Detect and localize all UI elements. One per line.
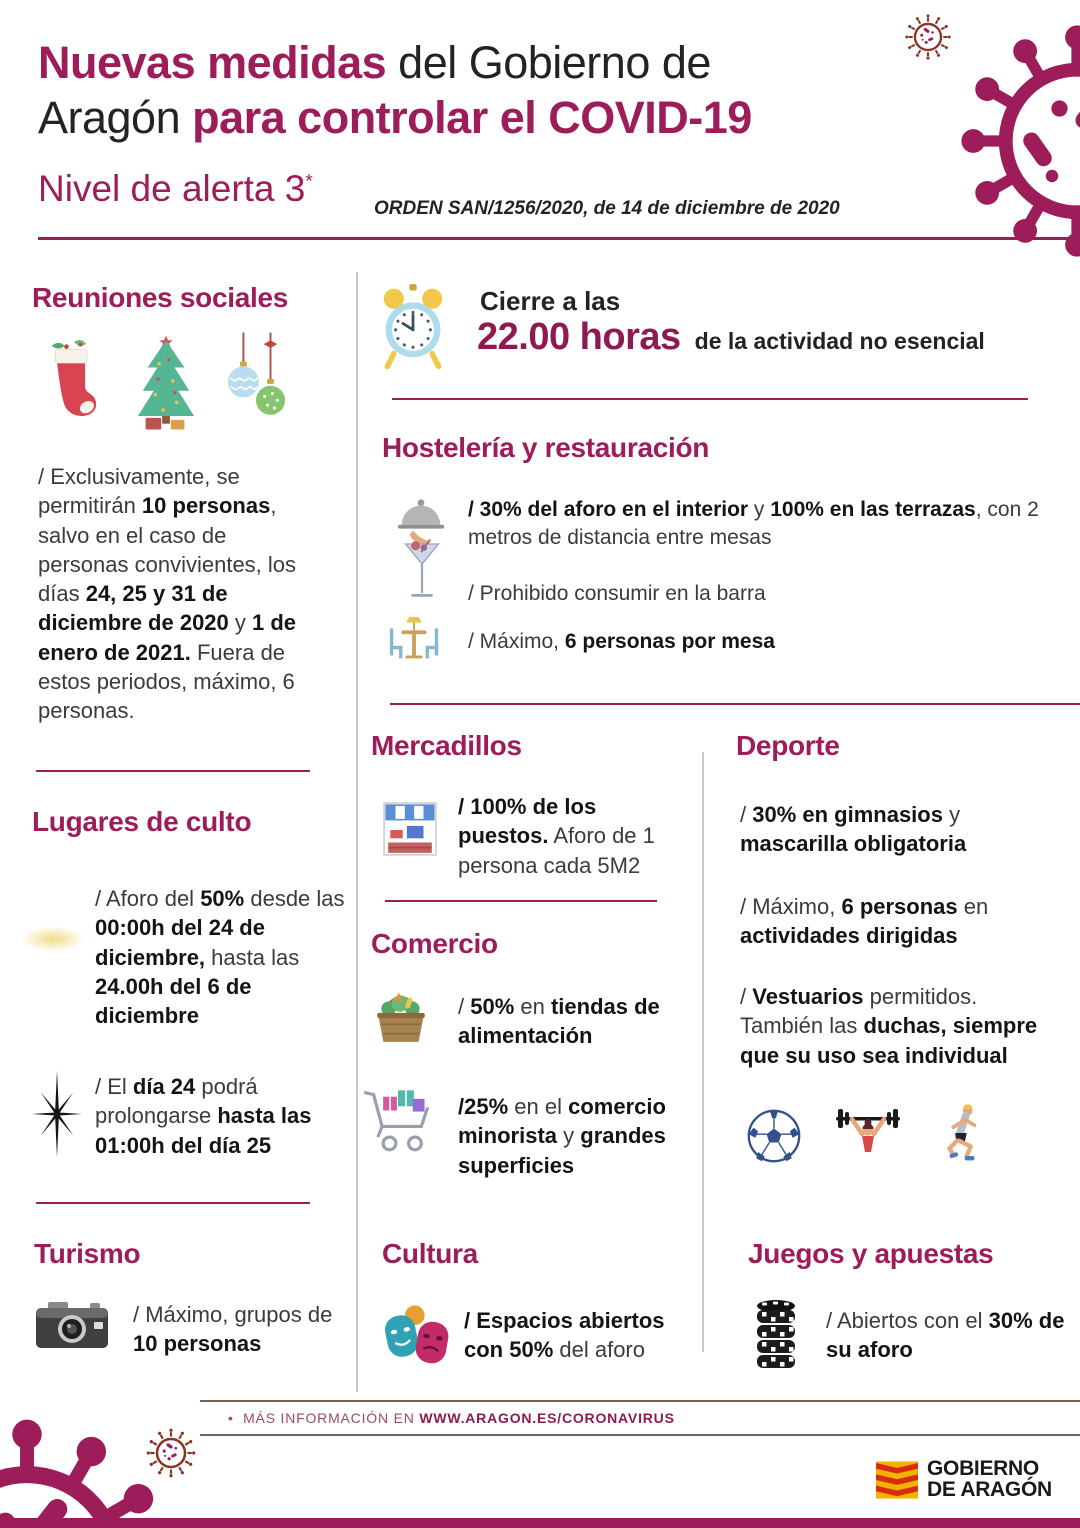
culto-nochebuena-text: / El día 24 podrá prolongarse hasta las 01:00h del día 25 bbox=[95, 1074, 312, 1158]
title-plain-1: del Gobierno de bbox=[386, 37, 711, 88]
theater-masks-icon bbox=[380, 1300, 454, 1372]
alert-level: Nivel de alerta 3* bbox=[38, 168, 313, 209]
section-title-culto: Lugares de culto bbox=[32, 806, 252, 837]
hosteleria-mesa-text: / Máximo, 6 personas por mesa bbox=[468, 630, 775, 653]
deporte-vestuarios-text: / Vestuarios permitidos. También las duchas, siempre que su uso sea individual bbox=[740, 984, 1038, 1068]
christmas-ornaments-icon bbox=[226, 332, 286, 426]
closure-line1: Cierre a las bbox=[480, 286, 621, 316]
column-divider-mid bbox=[702, 752, 704, 1352]
section-title-cultura: Cultura bbox=[382, 1238, 478, 1269]
runner-icon bbox=[936, 1100, 986, 1164]
cocktail-glass-icon bbox=[402, 534, 442, 614]
poker-chips-icon bbox=[752, 1296, 800, 1372]
deporte-actividades-text: / Máximo, 6 personas en actividades dirigidas bbox=[740, 894, 989, 949]
closure-divider bbox=[392, 398, 1028, 400]
christmas-stocking-icon bbox=[46, 336, 100, 428]
turismo-text: / Máximo, grupos de 10 personas bbox=[133, 1302, 333, 1357]
left-divider-1 bbox=[36, 770, 310, 772]
footer-line-bottom bbox=[200, 1434, 1080, 1436]
logo-line2: DE ARAGÓN bbox=[927, 1478, 1052, 1501]
section-title-reuniones: Reuniones sociales bbox=[32, 282, 289, 313]
market-stall-icon bbox=[382, 798, 438, 860]
section-title-mercadillos: Mercadillos bbox=[371, 730, 522, 761]
terrace-table-icon bbox=[386, 616, 442, 664]
section-title-hosteleria: Hostelería y restauración bbox=[382, 432, 710, 463]
section-title-turismo: Turismo bbox=[34, 1238, 141, 1269]
title-accent-1: Nuevas medidas bbox=[38, 37, 387, 88]
section-title-deporte: Deporte bbox=[736, 730, 840, 761]
gobierno-aragon-logo bbox=[876, 1458, 1052, 1502]
alarm-clock-icon bbox=[381, 282, 445, 374]
comercio-alimentacion-text: / 50% en tiendas de alimentación bbox=[458, 994, 660, 1049]
juegos-text: / Abiertos con el 30% de su aforo bbox=[826, 1308, 1065, 1363]
virus-small-icon bbox=[901, 10, 955, 64]
cultura-text: / Espacios abiertos con 50% del aforo bbox=[464, 1308, 665, 1363]
footer-info-prefix: MÁS INFORMACIÓN EN bbox=[243, 1410, 420, 1426]
bottom-accent-bar bbox=[0, 1518, 1080, 1528]
hosteleria-aforo-text: / 30% del aforo en el interior y 100% en las terrazas, con 2 metros de distancia entre mesas bbox=[468, 498, 1039, 549]
hosteleria-divider bbox=[390, 703, 1080, 705]
hosteleria-barra-text: / Prohibido consumir en la barra bbox=[468, 582, 766, 605]
comercio-minorista-text: /25% en el comercio minorista y grandes superficies bbox=[458, 1094, 666, 1178]
candle-glow-icon bbox=[20, 926, 86, 952]
aragon-flag-icon bbox=[876, 1458, 918, 1502]
alert-asterisk: * bbox=[305, 171, 313, 193]
title-accent-2: para controlar el COVID-19 bbox=[192, 91, 752, 143]
order-reference: ORDEN SAN/1256/2020, de 14 de diciembre de 2020 bbox=[374, 198, 840, 219]
logo-line1: GOBIERNO bbox=[927, 1457, 1039, 1481]
closure-time: 22.00 horas bbox=[477, 316, 681, 358]
weightlifter-icon bbox=[834, 1102, 902, 1164]
virus-large-bottom-icon bbox=[0, 1408, 182, 1528]
soccer-ball-icon bbox=[746, 1108, 802, 1164]
footer-bullet: • bbox=[228, 1410, 234, 1426]
christmas-tree-icon bbox=[134, 334, 198, 432]
mid-divider bbox=[385, 900, 657, 902]
camera-icon bbox=[34, 1296, 110, 1354]
column-divider-left bbox=[356, 272, 358, 1392]
header-divider bbox=[38, 237, 1080, 240]
star-sparkle-icon bbox=[28, 1066, 86, 1162]
culto-aforo-text: / Aforo del 50% desde las 00:00h del 24 de diciembre, hasta las 24.00h del 6 de diciembre bbox=[95, 886, 345, 1028]
reuniones-text: / Exclusivamente, se permitirán 10 personas, salvo en el caso de personas convivientes, los días 24, 25 y 31 de diciembre de 2020 y 1 de enero de 2021. Fuera de estos periodos, máximo, 6 personas. bbox=[38, 464, 297, 723]
deporte-gimnasios-text: / 30% en gimnasios y mascarilla obligatoria bbox=[740, 802, 967, 857]
footer-info bbox=[228, 1410, 675, 1426]
food-basket-icon bbox=[372, 984, 430, 1048]
page-title bbox=[38, 36, 752, 146]
title-plain-2: Aragón bbox=[38, 91, 193, 143]
footer-info-url[interactable]: WWW.ARAGON.ES/CORONAVIRUS bbox=[419, 1410, 675, 1426]
section-title-juegos: Juegos y apuestas bbox=[748, 1238, 994, 1269]
closure-line2: de la actividad no esencial bbox=[694, 328, 985, 354]
mercadillos-text: / 100% de los puestos. Aforo de 1 persona cada 5M2 bbox=[458, 794, 655, 878]
shopping-cart-icon bbox=[358, 1084, 438, 1154]
virus-large-icon bbox=[952, 16, 1080, 266]
section-title-comercio: Comercio bbox=[371, 928, 498, 959]
left-divider-2 bbox=[36, 1202, 310, 1204]
footer-line-top bbox=[200, 1400, 1080, 1402]
